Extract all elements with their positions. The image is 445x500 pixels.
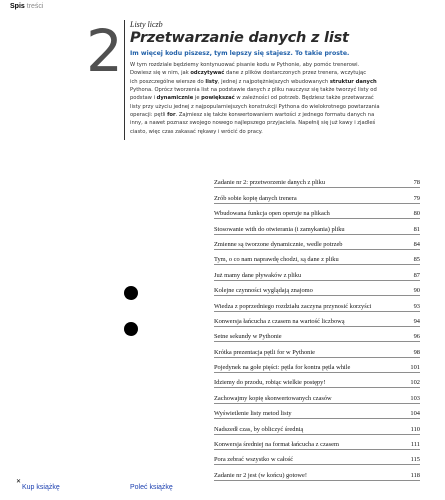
toc-entry[interactable] xyxy=(214,435,420,450)
toc-entry-title: Krótka prezentacja pętli for w Pythonie xyxy=(214,348,315,356)
toc-entry-title: Wbudowana funkcja open operuje na plikach xyxy=(214,210,330,218)
toc-entry-title: Pojedynek na gołe pięści: pętla for kontra pętla while xyxy=(214,364,351,372)
toc-entry-title: Zrób sobie kopię danych trenera xyxy=(214,194,297,202)
toc-entry-title: Pora zebrać wszystko w całość xyxy=(214,456,294,464)
toc-entry-page: 90 xyxy=(413,287,420,295)
toc-entry-page: 79 xyxy=(413,194,420,202)
header-light: treści xyxy=(26,3,44,10)
toc-entry-title: Zmienne są tworzone dynamicznie, wedle potrzeb xyxy=(214,240,343,248)
cursor-icon: ✕ xyxy=(16,479,22,485)
toc-entry[interactable] xyxy=(214,312,420,327)
buy-book-link[interactable]: Kup książkę xyxy=(22,484,60,491)
toc-entry[interactable] xyxy=(214,204,420,219)
toc-entry[interactable] xyxy=(214,404,420,419)
toc-entry-title: Zadanie nr 2 jest (w końcu) gotowe! xyxy=(214,471,307,479)
toc-entry-page: 111 xyxy=(410,441,420,449)
toc-entry-title: Wyświetlenie listy metod listy xyxy=(214,410,292,418)
chapter-intro-text xyxy=(130,61,410,136)
intro-line: Dowiesz się w nim, jak odczytywać dane z plików dostarczonych przez trenera, wczytując xyxy=(130,70,367,77)
toc-entry[interactable] xyxy=(214,296,420,311)
toc-entry[interactable] xyxy=(214,188,420,203)
toc-entry-page: 87 xyxy=(413,271,420,279)
toc-entry-page: 78 xyxy=(413,179,420,187)
toc-entry-title: Już mamy dane pływaków z pliku xyxy=(214,271,302,279)
toc-entry-page: 96 xyxy=(413,333,420,341)
toc-entry-page: 118 xyxy=(410,471,420,479)
chapter-subtitle: Im więcej kodu piszesz, tym lepszy się stajesz. To takie proste. xyxy=(130,50,350,57)
toc-entry-title: Idziemy do przodu, robiąc wielkie postępy! xyxy=(214,379,326,387)
header-bold: Spis xyxy=(10,3,25,10)
toc-entry-page: 85 xyxy=(413,256,420,264)
toc-entry[interactable] xyxy=(214,358,420,373)
intro-line: inny, a nawet poznasz swojego nowego najlepszego przyjaciela. Napełnij się już kawy i zjadleś xyxy=(130,120,376,127)
toc-entry-title: Setne sekundy w Pythonie xyxy=(214,333,282,341)
intro-line: ich poszczególne wiersze do listy, jednej z najpotężniejszych wbudowanych struktur danych xyxy=(130,78,377,85)
toc-entry[interactable] xyxy=(214,373,420,388)
toc-entry-page: 94 xyxy=(413,317,420,325)
black-circle-icon xyxy=(124,322,138,336)
toc-entry-page: 84 xyxy=(413,240,420,248)
toc-entry-page: 81 xyxy=(413,225,420,233)
toc-entry-page: 103 xyxy=(410,394,420,402)
toc-entry-page: 98 xyxy=(413,348,420,356)
chapter-title: Przetwarzanie danych z list xyxy=(130,30,349,46)
intro-line: Pythona. Oprócz tworzenia list na podstawie danych z pliku nauczysz się także tworzyć listy od xyxy=(130,87,377,94)
toc-entry[interactable] xyxy=(214,465,420,480)
toc-entry[interactable] xyxy=(214,265,420,280)
recommend-book-link[interactable]: Poleć książkę xyxy=(130,484,173,491)
toc-entry-page: 80 xyxy=(413,210,420,218)
toc-entry[interactable] xyxy=(214,388,420,403)
toc-entry-title: Tym, o co nam naprawdę chodzi, są dane z pliku xyxy=(214,256,339,264)
intro-line: W tym rozdziale będziemy kontynuować pisanie kodu w Pythonie, aby pomóc trenerowi. xyxy=(130,62,360,68)
toc-entry[interactable] xyxy=(214,281,420,296)
chapter-number: 2 xyxy=(86,17,123,85)
toc-entry-title: Konwersja łańcucha z czasem na wartość liczbową xyxy=(214,317,345,325)
toc-entry-page: 102 xyxy=(410,379,420,387)
chapter-divider xyxy=(124,20,125,140)
toc-entry[interactable] xyxy=(214,450,420,465)
intro-line: listy przy użyciu jednej z najpopularniejszych konstrukcji Pythona do wielokrotnego powtarzania xyxy=(130,103,380,110)
toc-entry[interactable] xyxy=(214,219,420,234)
table-of-contents xyxy=(214,173,420,481)
chapter-intro xyxy=(130,20,410,136)
intro-line: podstaw i dynamicznie je powiększać w zależności od potrzeb. Będziesz także przetwarzać xyxy=(130,95,374,102)
toc-entry-title: Nadszedł czas, by obliczyć średnią xyxy=(214,425,304,433)
toc-entry-title: Konwersja średniej na format łańcucha z czasem xyxy=(214,441,339,449)
toc-entry-title: Zachowajmy kopię skonwertowanych czasów xyxy=(214,394,332,402)
toc-entry[interactable] xyxy=(214,250,420,265)
intro-line: ciasto, więc czas zakasać rękawy i wrócić do pracy. xyxy=(130,128,263,135)
toc-entry-page: 104 xyxy=(410,410,420,418)
toc-entry[interactable] xyxy=(214,327,420,342)
intro-line: operacji: pętli for. Zajmiesz się także konwertowaniem wartości z jednego formatu danych na xyxy=(130,112,375,119)
toc-entry[interactable] xyxy=(214,419,420,434)
black-circle-icon xyxy=(124,286,138,300)
chapter-kicker: Listy liczb xyxy=(130,20,163,29)
toc-entry-title: Stosowanie with do otwierania (i zamykania) pliku xyxy=(214,225,345,233)
toc-entry-title: Wiedza z poprzedniego rozdziału zaczyna przynosić korzyści xyxy=(214,302,372,310)
toc-entry-page: 93 xyxy=(413,302,420,310)
toc-entry-page: 115 xyxy=(410,456,420,464)
toc-entry[interactable] xyxy=(214,173,420,188)
toc-entry[interactable] xyxy=(214,342,420,357)
toc-entry-page: 110 xyxy=(410,425,420,433)
page-header xyxy=(10,3,43,10)
toc-entry-page: 101 xyxy=(410,364,420,372)
toc-entry[interactable] xyxy=(214,235,420,250)
toc-entry-title: Zadanie nr 2: przetworzenie danych z pliku xyxy=(214,179,326,187)
toc-entry-title: Kolejne czynności wyglądają znajomo xyxy=(214,287,313,295)
